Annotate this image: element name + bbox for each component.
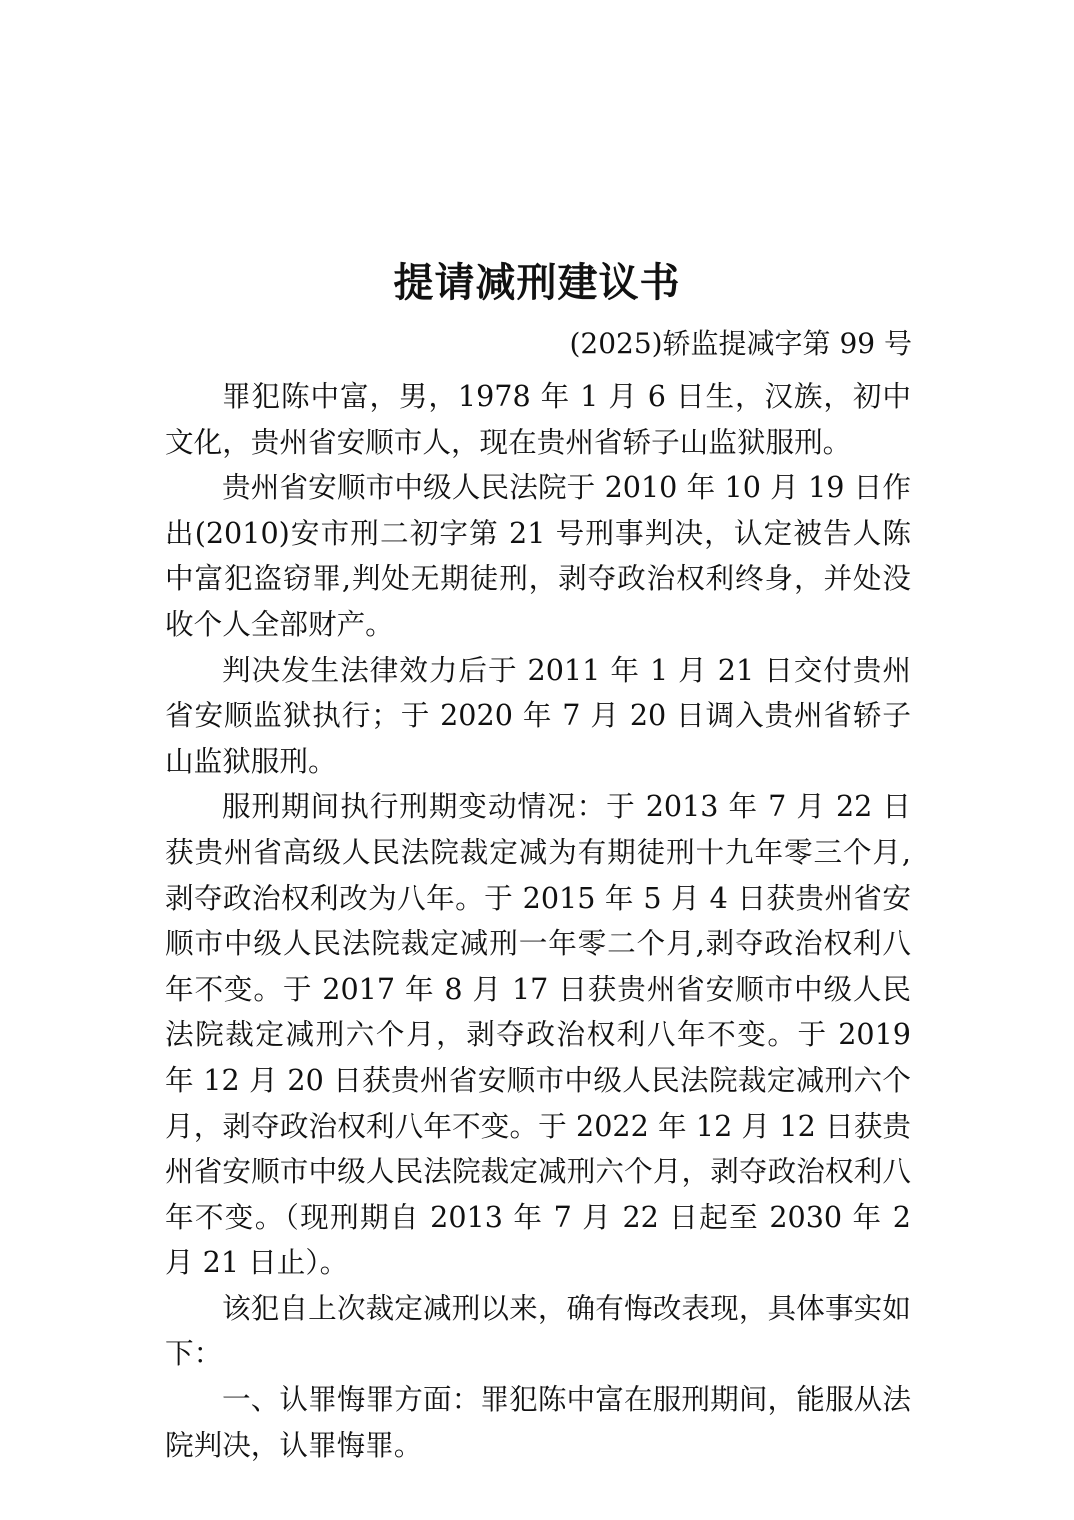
paragraph-guilt-admission: 一、认罪悔罪方面：罪犯陈中富在服刑期间，能服从法院判决，认罪悔罪。: [165, 1382, 911, 1462]
document-number: (2025)轿监提减字第 99 号: [569, 327, 912, 360]
paragraph-execution: 判决发生法律效力后于 2011 年 1 月 21 日交付贵州省安顺监狱执行；于 2020 年 7 月 20 日调入贵州省轿子山监狱服刑。: [165, 652, 911, 778]
paragraph-repentance-intro: 该犯自上次裁定减刑以来，确有悔改表现，具体事实如下：: [165, 1290, 911, 1371]
document-body: [165, 374, 911, 1468]
paragraph-original-judgment: 贵州省安顺市中级人民法院于 2010 年 10 月 19 日作出(2010)安市刑二初字第 21 号刑事判决，认定被告人陈中富犯盗窃罪,判处无期徒刑，剥夺政治权利终身，并处没收个人全部财产。: [165, 470, 911, 641]
paragraph-sentence-changes: 服刑期间执行刑期变动情况：于 2013 年 7 月 22 日获贵州省高级人民法院裁定减为有期徒刑十九年零三个月,剥夺政治权利改为八年。于 2015 年 5 月 4 日获贵州省安顺市中级人民法院裁定减刑一年零二个月,剥夺政治权利八年不变。于 2017 年 8 月 17 日获贵州省安顺市中级人民法院裁定减刑六个月，剥夺政治权利八年不变。于 2019 年 12 月 20 日获贵州省安顺市中级人民法院裁定减刑六个月，剥夺政治权利八年不变。于 2022 年 12 月 12 日获贵州省安顺市中级人民法院裁定减刑六个月，剥夺政治权利八年不变。（现刑期自 2013 年 7 月 22 日起至 2030 年 2 月 21 日止）。: [165, 789, 911, 1280]
document-title: 提请减刑建议书: [393, 259, 681, 306]
paragraph-criminal-info: 罪犯陈中富，男，1978 年 1 月 6 日生，汉族，初中文化，贵州省安顺市人，现在贵州省轿子山监狱服刑。: [165, 379, 911, 459]
